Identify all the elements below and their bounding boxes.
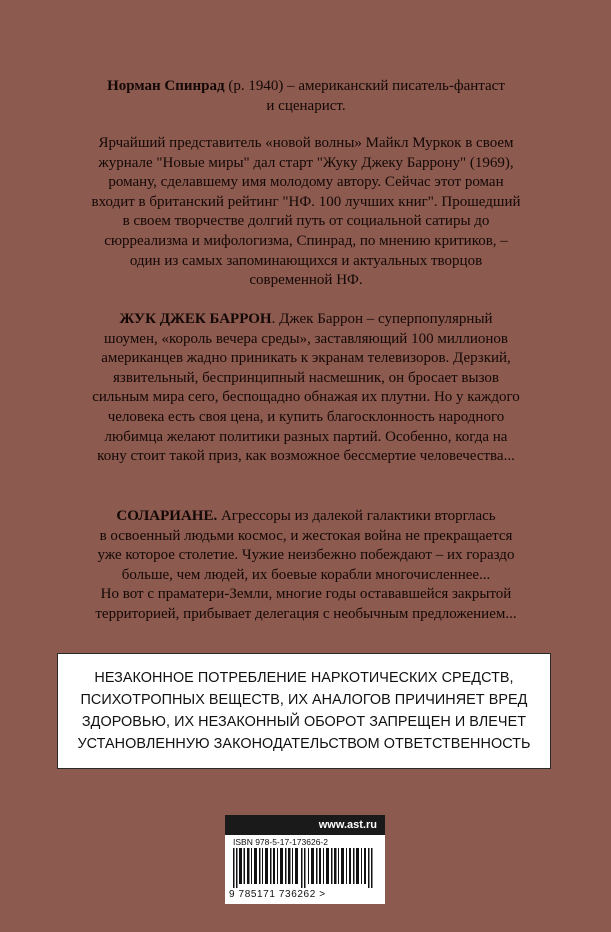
about-line: журнале "Новые миры" дал старт "Жуку Джеку Баррону" (1969), [98, 154, 514, 171]
book-line: любимца желают политики разных партий. Особенно, когда на [104, 428, 508, 445]
health-warning-text [77, 667, 530, 755]
book-line: . Джек Баррон – суперпопулярный [271, 311, 493, 327]
about-line: роману, сделавшему имя молодому автору. Сейчас этот роман [108, 174, 504, 191]
barcode-block [225, 815, 385, 904]
author-intro [66, 77, 546, 116]
book-line: Но вот с праматери-Земли, многие годы остававшейся закрытой [100, 586, 512, 603]
book-title: СОЛАРИАНЕ. [116, 508, 218, 524]
book-line: в освоенный людьми космос, и жестокая война не прекращается [99, 527, 513, 544]
book-description-jack-barron [66, 310, 546, 467]
isbn-label: ISBN 978-5-17-173626-2 [233, 837, 328, 847]
book-title: ЖУК ДЖЕК БАРРОН [119, 311, 272, 327]
warning-line: ЗДОРОВЬЮ, ИХ НЕЗАКОННЫЙ ОБОРОТ ЗАПРЕЩЕН И ВЛЕЧЕТ [81, 714, 527, 730]
warning-line: НЕЗАКОННОЕ ПОТРЕБЛЕНИЕ НАРКОТИЧЕСКИХ СРЕДСТВ, [94, 670, 514, 686]
about-line: в своем творчестве долгий путь от социальной сатиры до [122, 213, 490, 230]
about-line: сюрреализма и мифологизма, Спинрад, по мнению критиков, – [104, 232, 508, 249]
health-warning-box [57, 653, 551, 769]
warning-line: ПСИХОТРОПНЫХ ВЕЩЕСТВ, ИХ АНАЛОГОВ ПРИЧИНЯЕТ ВРЕД [80, 692, 528, 708]
author-intro-line1: (р. 1940) – американский писатель-фантаст [224, 78, 505, 94]
about-line: входит в британский рейтинг "НФ. 100 лучших книг". Прошедший [91, 193, 521, 210]
book-line: сильным мира сего, беспощадно обнажая их плутни. Но у каждого [92, 389, 520, 406]
book-line: уже которое столетие. Чужие неизбежно побеждают – их гораздо [97, 547, 515, 564]
book-line: язвительный, беспринципный насмешник, он бросает вызов [113, 369, 499, 386]
book-line: больше, чем людей, их боевые корабли многочисленнее... [121, 566, 491, 583]
book-line: шоумен, «король вечера среды», заставляющий 100 миллионов [104, 330, 508, 347]
barcode-digits: 9 785171 736262 > [229, 889, 326, 900]
book-line: Агрессоры из далекой галактики вторглась [217, 508, 496, 524]
about-line: современной НФ. [249, 272, 363, 289]
author-intro-line2: и сценарист. [266, 97, 346, 114]
publisher-website: www.ast.ru [225, 815, 385, 835]
barcode-icon [233, 848, 377, 888]
author-name: Норман Спинрад [107, 78, 225, 94]
about-paragraph [66, 134, 546, 291]
warning-line: УСТАНОВЛЕННУЮ ЗАКОНОДАТЕЛЬСТВОМ ОТВЕТСТВЕННОСТЬ [77, 736, 531, 752]
book-description-solarians [66, 507, 546, 625]
about-line: Ярчайший представитель «новой волны» Майкл Муркок в своем [98, 135, 514, 151]
about-line: один из самых запоминающихся и актуальных творцов [129, 252, 483, 269]
book-line: территорией, прибывает делегация с необычным предложением... [95, 605, 517, 622]
book-line: американцев жадно приникать к экранам телевизоров. Дерзкий, [101, 350, 511, 367]
book-line: кону стоит такой приз, как возможное бессмертие человечества... [97, 448, 515, 465]
book-line: человека есть своя цена, и купить благосклонность народного [107, 408, 505, 425]
